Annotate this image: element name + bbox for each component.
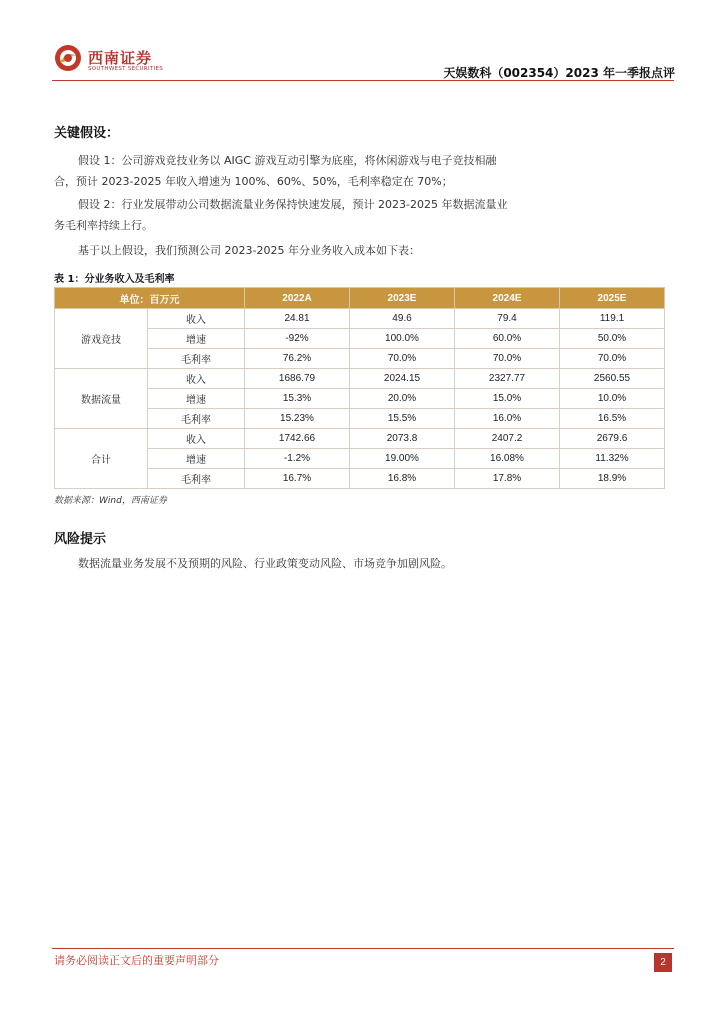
assumption-1-line-2: 合，预计 2023-2025 年收入增速为 100%、60%、50%，毛利率稳定在 70%； bbox=[54, 175, 453, 188]
metric-label: 收入 bbox=[148, 369, 245, 389]
table-cell: 70.0% bbox=[560, 349, 665, 369]
metric-label: 增速 bbox=[148, 389, 245, 409]
table-cell: 16.7% bbox=[245, 469, 350, 489]
segment-name: 游戏竞技 bbox=[55, 309, 148, 369]
table-cell: 17.8% bbox=[455, 469, 560, 489]
metric-label: 增速 bbox=[148, 449, 245, 469]
segment-name: 合计 bbox=[55, 429, 148, 489]
logo-chinese-name: 西南证券 bbox=[88, 49, 153, 67]
report-title: 天娱数科（002354）2023 年一季报点评 bbox=[443, 66, 675, 80]
risk-line: 数据流量业务发展不及预期的风险、行业政策变动风险、市场竞争加剧风险。 bbox=[78, 557, 452, 570]
table-cell: 10.0% bbox=[560, 389, 665, 409]
table-cell: 16.8% bbox=[350, 469, 455, 489]
table-caption: 表 1：分业务收入及毛利率 bbox=[54, 274, 175, 285]
southwest-securities-logo-icon bbox=[54, 44, 82, 72]
section-title-key-assumptions: 关键假设： bbox=[54, 126, 120, 141]
table-cell: 76.2% bbox=[245, 349, 350, 369]
forecast-intro-line: 基于以上假设，我们预测公司 2023-2025 年分业务收入成本如下表： bbox=[78, 244, 420, 257]
table-row bbox=[55, 369, 665, 389]
table-cell: 100.0% bbox=[350, 329, 455, 349]
forecast-intro-paragraph bbox=[54, 240, 554, 261]
table-cell: 24.81 bbox=[245, 309, 350, 329]
table-cell: 11.32% bbox=[560, 449, 665, 469]
assumption-2-paragraph bbox=[54, 194, 554, 236]
segment-name: 数据流量 bbox=[55, 369, 148, 429]
metric-label: 收入 bbox=[148, 309, 245, 329]
table-cell: 2024.15 bbox=[350, 369, 455, 389]
table-cell: 1742.66 bbox=[245, 429, 350, 449]
metric-label: 毛利率 bbox=[148, 349, 245, 369]
year-header: 2023E bbox=[350, 288, 455, 309]
table-cell: 16.08% bbox=[455, 449, 560, 469]
table-cell: 2560.55 bbox=[560, 369, 665, 389]
table-cell: 79.4 bbox=[455, 309, 560, 329]
metric-label: 毛利率 bbox=[148, 469, 245, 489]
assumption-2-line-1: 假设 2：行业发展带动公司数据流量业务保持快速发展，预计 2023-2025 年数据流量业 bbox=[78, 198, 508, 211]
risk-paragraph bbox=[54, 553, 554, 574]
table-cell: 16.5% bbox=[560, 409, 665, 429]
table-header-row bbox=[55, 288, 665, 309]
table-cell: 15.5% bbox=[350, 409, 455, 429]
table-cell: 2407.2 bbox=[455, 429, 560, 449]
page-header bbox=[0, 0, 724, 84]
metric-label: 毛利率 bbox=[148, 409, 245, 429]
table-cell: 20.0% bbox=[350, 389, 455, 409]
table-cell: 70.0% bbox=[350, 349, 455, 369]
segment-revenue-table bbox=[54, 287, 665, 489]
table-row bbox=[55, 309, 665, 329]
logo-english-name: SOUTHWEST SECURITIES bbox=[88, 66, 164, 72]
table-cell: -1.2% bbox=[245, 449, 350, 469]
metric-label: 收入 bbox=[148, 429, 245, 449]
table-cell: 19.00% bbox=[350, 449, 455, 469]
table-cell: -92% bbox=[245, 329, 350, 349]
assumption-2-line-2: 务毛利率持续上行。 bbox=[54, 219, 153, 232]
table-row bbox=[55, 429, 665, 449]
assumption-1-paragraph bbox=[54, 150, 554, 192]
table-cell: 18.9% bbox=[560, 469, 665, 489]
footer-disclaimer-notice: 请务必阅读正文后的重要声明部分 bbox=[54, 954, 219, 967]
year-header: 2022A bbox=[245, 288, 350, 309]
page-number: 2 bbox=[654, 953, 672, 972]
metric-label: 增速 bbox=[148, 329, 245, 349]
table-cell: 1686.79 bbox=[245, 369, 350, 389]
table-cell: 50.0% bbox=[560, 329, 665, 349]
assumption-1-line-1: 假设 1：公司游戏竞技业务以 AIGC 游戏互动引擎为底座，将休闲游戏与电子竞技相融 bbox=[78, 154, 497, 167]
table-cell: 49.6 bbox=[350, 309, 455, 329]
year-header: 2025E bbox=[560, 288, 665, 309]
year-header: 2024E bbox=[455, 288, 560, 309]
table-cell: 15.0% bbox=[455, 389, 560, 409]
table-cell: 119.1 bbox=[560, 309, 665, 329]
table-cell: 2327.77 bbox=[455, 369, 560, 389]
table-cell: 70.0% bbox=[455, 349, 560, 369]
table-cell: 2073.8 bbox=[350, 429, 455, 449]
table-cell: 16.0% bbox=[455, 409, 560, 429]
unit-header: 单位：百万元 bbox=[55, 288, 245, 309]
table-cell: 15.3% bbox=[245, 389, 350, 409]
header-divider bbox=[52, 80, 674, 81]
section-title-risk: 风险提示 bbox=[54, 532, 107, 547]
table-cell: 60.0% bbox=[455, 329, 560, 349]
table-cell: 15.23% bbox=[245, 409, 350, 429]
table-source-note: 数据来源：Wind，西南证券 bbox=[54, 496, 167, 506]
footer-divider bbox=[52, 948, 674, 949]
table-cell: 2679.6 bbox=[560, 429, 665, 449]
